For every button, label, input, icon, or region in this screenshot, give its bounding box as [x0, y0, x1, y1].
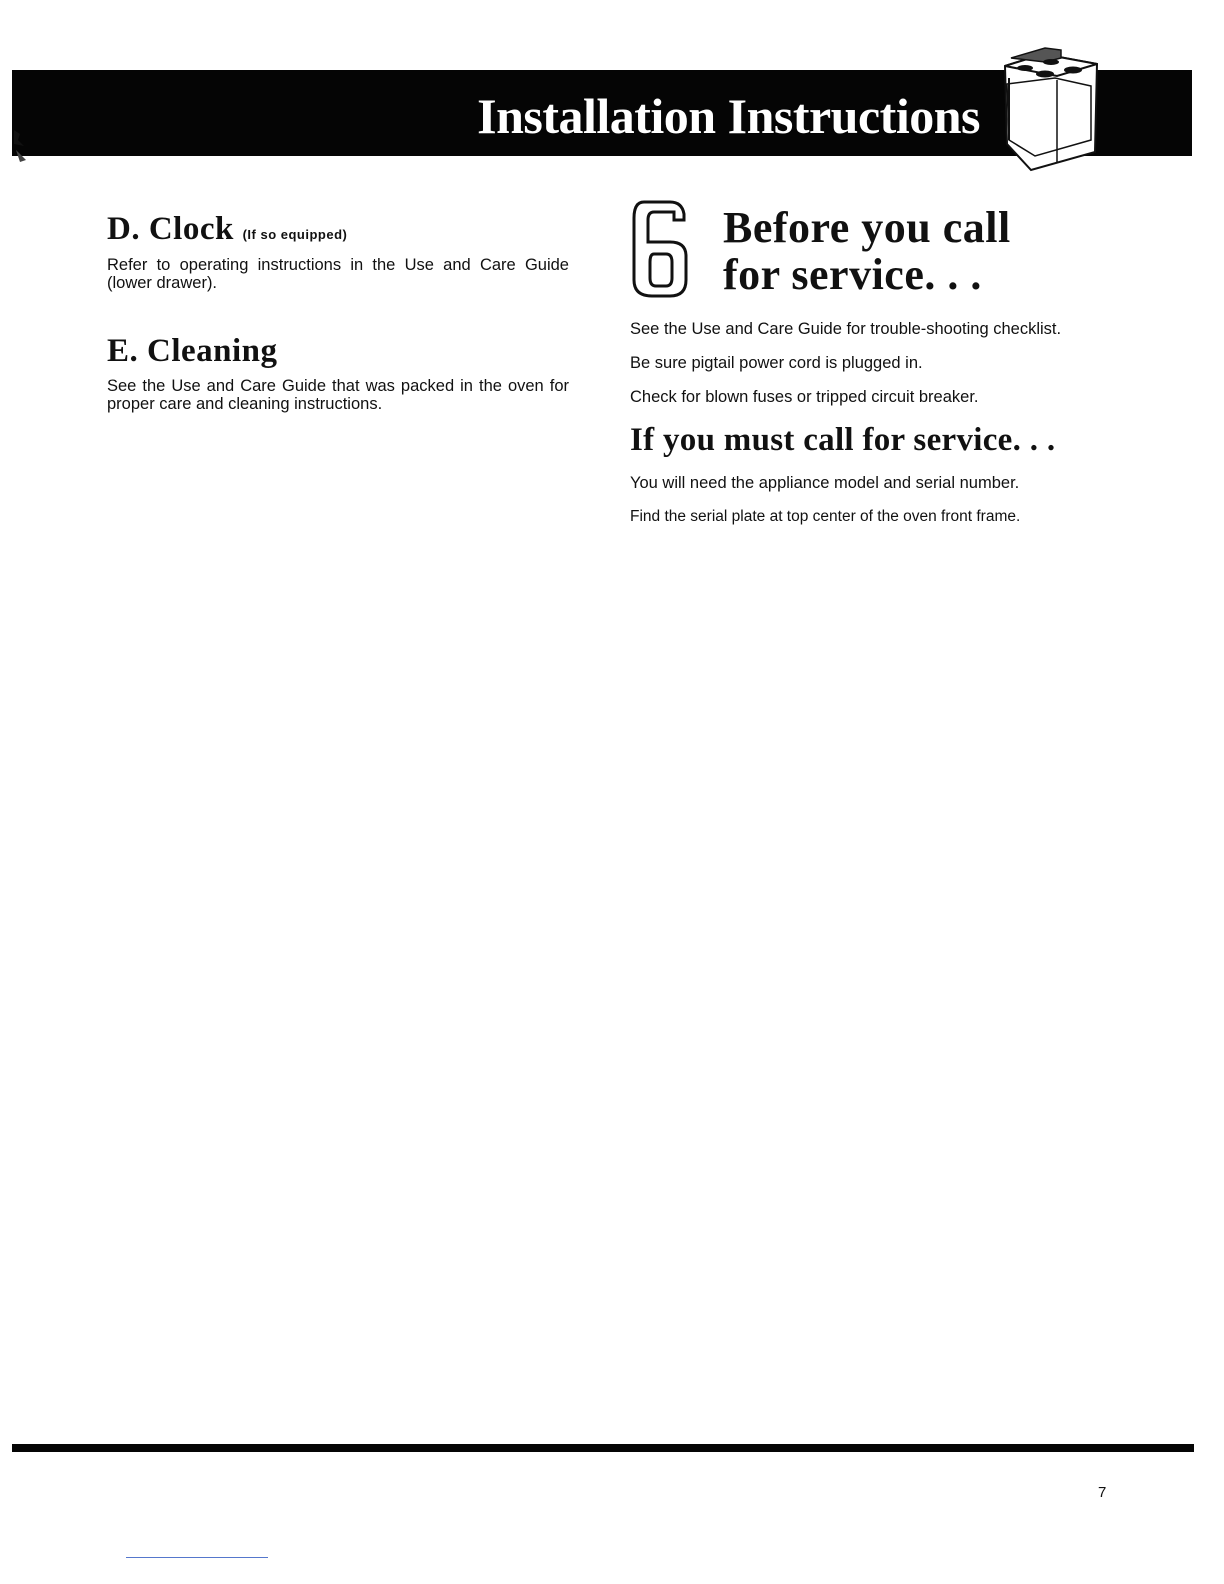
page-number: 7: [1098, 1484, 1107, 1501]
clock-body: Refer to operating instructions in the Use and Care Guide (lower drawer).: [107, 255, 569, 292]
left-column: [107, 210, 569, 413]
clock-heading: D. Clock: [107, 211, 234, 247]
cleaning-body: See the Use and Care Guide that was packed in the oven for proper care and cleaning instructions.: [107, 377, 569, 414]
clock-heading-note: (If so equipped): [242, 227, 348, 242]
heading-line-1: Before you call: [723, 203, 1011, 252]
bottom-divider: [126, 1557, 268, 1558]
step-number-badge: [630, 198, 692, 298]
cleaning-heading: E. Cleaning: [107, 332, 278, 369]
page-edge-mark: [12, 120, 30, 168]
before-you-call-heading: [723, 204, 1011, 298]
range-stove-icon: [995, 44, 1103, 178]
heading-line-2: for service. . .: [723, 250, 982, 299]
must-call-line: Find the serial plate at top center of the oven front frame.: [630, 507, 1021, 525]
footer-rule: [12, 1444, 1194, 1452]
checklist-item: Check for blown fuses or tripped circuit breaker.: [630, 388, 979, 406]
page-title: Installation Instructions: [477, 88, 980, 144]
checklist-item: Be sure pigtail power cord is plugged in.: [630, 354, 923, 372]
clock-section-heading: [107, 210, 569, 250]
must-call-line: You will need the appliance model and serial number.: [630, 473, 1020, 492]
service-checklist: [630, 320, 1090, 542]
checklist-item: See the Use and Care Guide for trouble-shooting checklist.: [630, 320, 1062, 338]
must-call-heading: If you must call for service. . .: [630, 422, 1056, 458]
